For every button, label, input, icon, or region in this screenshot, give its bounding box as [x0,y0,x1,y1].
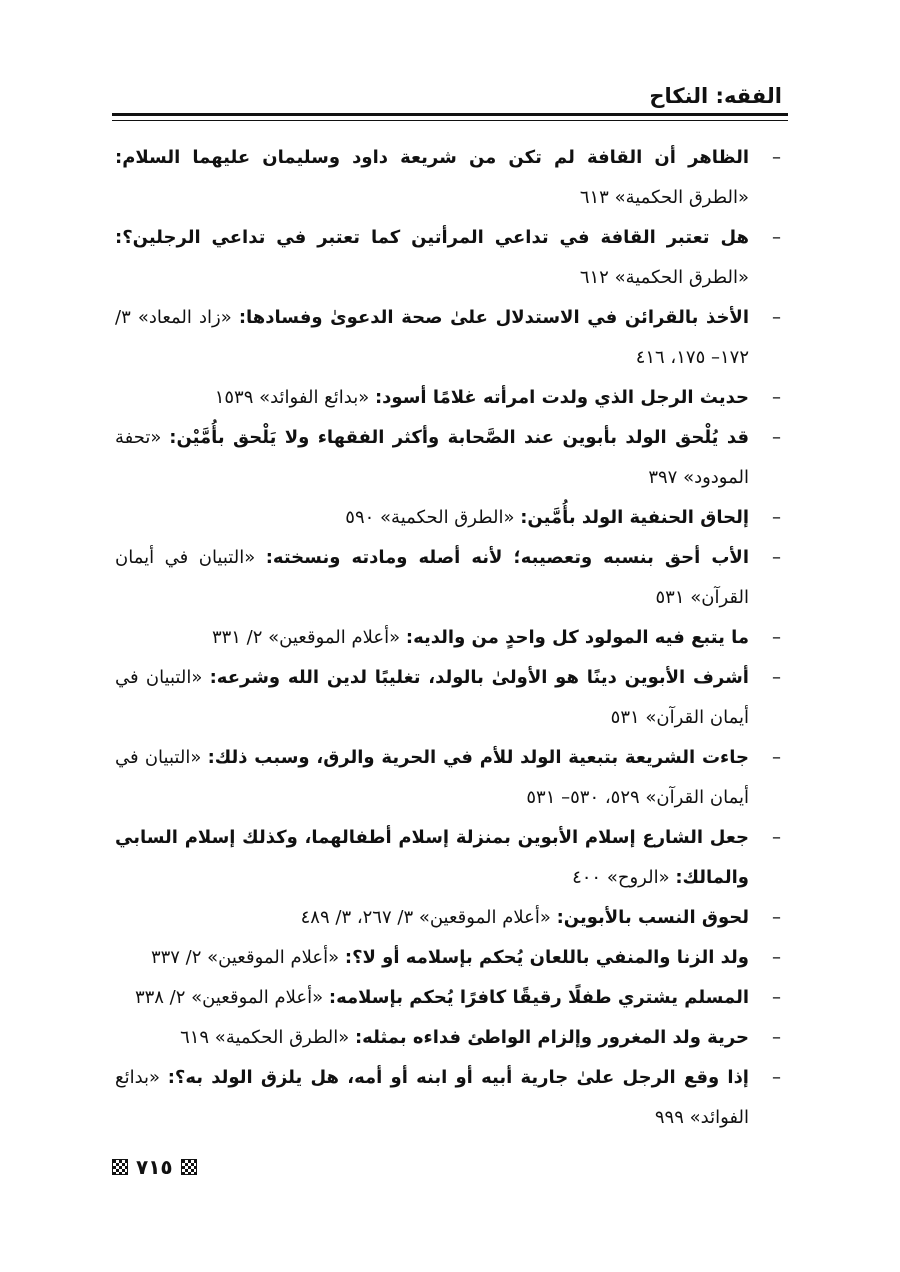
entry-dash: – [772,547,781,568]
entry-dash: – [772,947,781,968]
entry [115,738,785,818]
entry [115,978,785,1018]
entry-text: الأب أحق بنسبه وتعصيبه؛ لأنه أصله ومادته ونسخته: [265,547,749,568]
entry-dash: – [772,1067,781,1088]
entry [115,1018,785,1058]
ornament-square-icon [112,1159,128,1175]
entry-source: «الطرق الحكمية» ٥٩٠ [345,507,515,528]
entry-text: الظاهر أن القافة لم تكن من شريعة داود وسليمان عليهما السلام: [115,147,749,168]
entry-dash: – [772,827,781,848]
entry [115,898,785,938]
entry-source: «أعلام الموقعين» ٣/ ٢٦٧، ٣/ ٤٨٩ [300,907,551,928]
entry-text: جعل الشارع إسلام الأبوين بمنزلة إسلام أطفالهما، وكذلك إسلام السابي والمالك: [115,827,749,888]
page-number: ٧١٥ [136,1155,173,1179]
entry-text: أشرف الأبوين دينًا هو الأولىٰ بالولد، تغليبًا لدين الله وشرعه: [209,667,749,688]
entry [115,138,785,218]
entry-text: إلحاق الحنفية الولد بأُمَّين: [520,507,749,528]
entry [115,938,785,978]
entry-source: «التبيان في أيمان القرآن» ٥٣١ [115,667,749,728]
entry [115,378,785,418]
entry [115,418,785,498]
entry-dash: – [772,147,781,168]
entry-text: جاءت الشريعة بتبعية الولد للأم في الحرية والرق، وسبب ذلك: [207,747,749,768]
entry-dash: – [772,227,781,248]
entry-text: حرية ولد المغرور وإلزام الواطئ فداءه بمثله: [354,1027,749,1048]
entry-source: «تحفة المودود» ٣٩٧ [115,427,749,488]
entry [115,218,785,298]
entry-dash: – [772,747,781,768]
entry [115,658,785,738]
entry-text: ما يتبع فيه المولود كل واحدٍ من والديه: [405,627,749,648]
entry-text: إذا وقع الرجل علىٰ جارية أبيه أو ابنه أو أمه، هل يلزق الولد به؟: [167,1067,749,1088]
page-header-title: الفقه: النكاح [649,84,782,108]
entry-dash: – [772,987,781,1008]
entry-source: «أعلام الموقعين» ٢/ ٣٣٧ [150,947,340,968]
entry-text: هل تعتبر القافة في تداعي المرأتين كما تعتبر في تداعي الرجلين؟: [115,227,749,248]
entry-source: «التبيان في أيمان القرآن» ٥٢٩، ٥٣٠– ٥٣١ [115,747,749,808]
entry-dash: – [772,667,781,688]
entry [115,498,785,538]
page-footer [112,1155,197,1179]
entry-dash: – [772,627,781,648]
entry-dash: – [772,1027,781,1048]
entry-dash: – [772,307,781,328]
entry-source: «الطرق الحكمية» ٦١٢ [579,267,749,288]
entry [115,818,785,898]
entry-source: «بدائع الفوائد» ١٥٣٩ [214,387,370,408]
entry-dash: – [772,907,781,928]
ornament-square-icon [181,1159,197,1175]
header-rule [112,113,788,121]
entry-source: «الروح» ٤٠٠ [572,867,670,888]
entry-source: «الطرق الحكمية» ٦١٩ [180,1027,350,1048]
entry-text: لحوق النسب بالأبوين: [556,907,749,928]
entry-source: «بدائع الفوائد» ٩٩٩ [115,1067,749,1128]
entry-source: «زاد المعاد» ٣/ ١٧٢– ١٧٥، ٤١٦ [115,307,749,368]
entry-source: «أعلام الموقعين» ٢/ ٣٣١ [211,627,401,648]
entry [115,298,785,378]
entry-source: «الطرق الحكمية» ٦١٣ [579,187,749,208]
entry [115,618,785,658]
entry-dash: – [772,427,781,448]
entry-dash: – [772,507,781,528]
entry [115,538,785,618]
entry-source: «أعلام الموقعين» ٢/ ٣٣٨ [134,987,324,1008]
entry-text: ولد الزنا والمنفي باللعان يُحكم بإسلامه أو لا؟: [344,947,749,968]
entries-list [115,138,785,1138]
entry-text: حديث الرجل الذي ولدت امرأته غلامًا أسود: [374,387,749,408]
entry [115,1058,785,1138]
entry-text: قد يُلْحق الولد بأبوين عند الصَّحابة وأكثر الفقهاء ولا يَلْحق بأُمَّيْن: [169,427,749,448]
entry-dash: – [772,387,781,408]
entry-text: الأخذ بالقرائن في الاستدلال علىٰ صحة الدعوىٰ وفسادها: [238,307,749,328]
entry-text: المسلم يشتري طفلًا رقيقًا كافرًا يُحكم بإسلامه: [328,987,749,1008]
entry-source: «التبيان في أيمان القرآن» ٥٣١ [115,547,749,608]
